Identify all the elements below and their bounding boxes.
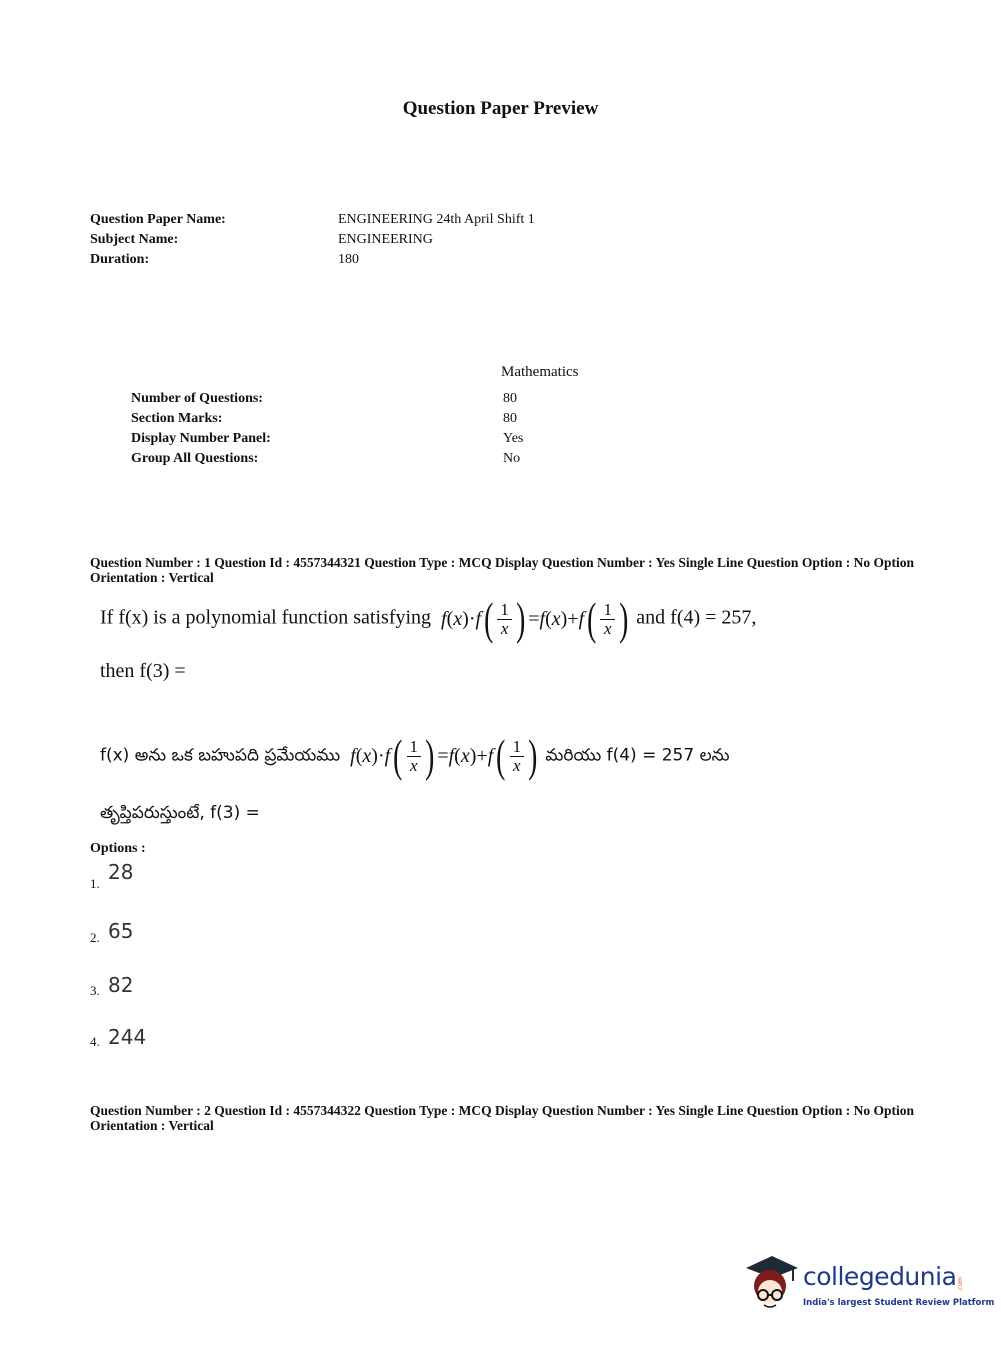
- num-questions-value: 80: [503, 391, 517, 406]
- section-marks-value: 80: [503, 411, 517, 426]
- question-1-header: Question Number : 1 Question Id : 4557344321 Question Type : MCQ Display Question Number : Yes Single Line Question Option : No Option Orientation : Vertical: [90, 555, 914, 585]
- logo-wordmark: collegedunia: [803, 1262, 957, 1291]
- num-questions-label: Number of Questions:: [131, 391, 263, 406]
- option-1-number: 1.: [90, 876, 100, 891]
- question-1-english-line2: then f(3) =: [100, 660, 186, 682]
- functional-equation-telugu: f(x)·f ( $\frac{1}{x}$ ) =f(x)+f ( $\frac{1}{x}$ ): [350, 730, 538, 781]
- page-title: Question Paper Preview: [402, 98, 599, 119]
- question-1-telugu-line2: తృప్తిపరుస్తుంటే, f(3) =: [100, 803, 260, 823]
- option-2-value: 65: [108, 919, 134, 943]
- section-name: Mathematics: [501, 364, 579, 380]
- question-1-telugu-line1: [100, 730, 730, 781]
- duration-value: 180: [338, 252, 359, 267]
- duration-label: Duration:: [90, 252, 150, 267]
- question-1-english-line1: [100, 593, 757, 644]
- question-1-telugu-mid: మరియు f(4) = 257 లను: [545, 745, 730, 766]
- option-1-value: 28: [108, 860, 134, 884]
- subject-name-label: Subject Name:: [90, 232, 179, 247]
- subject-name-value: ENGINEERING: [338, 232, 433, 247]
- functional-equation: f(x)·f ( $\frac{1}{x}$ ) =f(x)+f ( $\frac{1}{x}$ ): [441, 593, 629, 644]
- option-3-number: 3.: [90, 983, 100, 998]
- group-questions-label: Group All Questions:: [131, 451, 259, 466]
- paper-name-value: ENGINEERING 24th April Shift 1: [338, 212, 535, 227]
- group-questions-value: No: [503, 451, 521, 466]
- logo-tagline: India's largest Student Review Platform: [803, 1298, 995, 1308]
- display-panel-value: Yes: [503, 431, 524, 446]
- question-1-english-mid: and f(4) = 257,: [636, 606, 757, 629]
- paper-name-label: Question Paper Name:: [90, 212, 226, 227]
- section-marks-label: Section Marks:: [131, 411, 223, 426]
- option-4-value: 244: [108, 1025, 147, 1049]
- options-label: Options :: [90, 841, 146, 856]
- question-1-telugu-prefix: f(x) అను ఒక బహుపది ప్రమేయము: [100, 745, 341, 766]
- option-3-value: 82: [108, 973, 134, 997]
- logo-suffix: .com: [957, 1277, 964, 1292]
- option-4-number: 4.: [90, 1034, 100, 1049]
- option-2-number: 2.: [90, 930, 100, 945]
- question-2-header: Question Number : 2 Question Id : 4557344322 Question Type : MCQ Display Question Number : Yes Single Line Question Option : No Option Orientation : Vertical: [90, 1103, 914, 1133]
- question-1-english-prefix: If f(x) is a polynomial function satisfying: [100, 606, 432, 629]
- display-panel-label: Display Number Panel:: [131, 431, 271, 446]
